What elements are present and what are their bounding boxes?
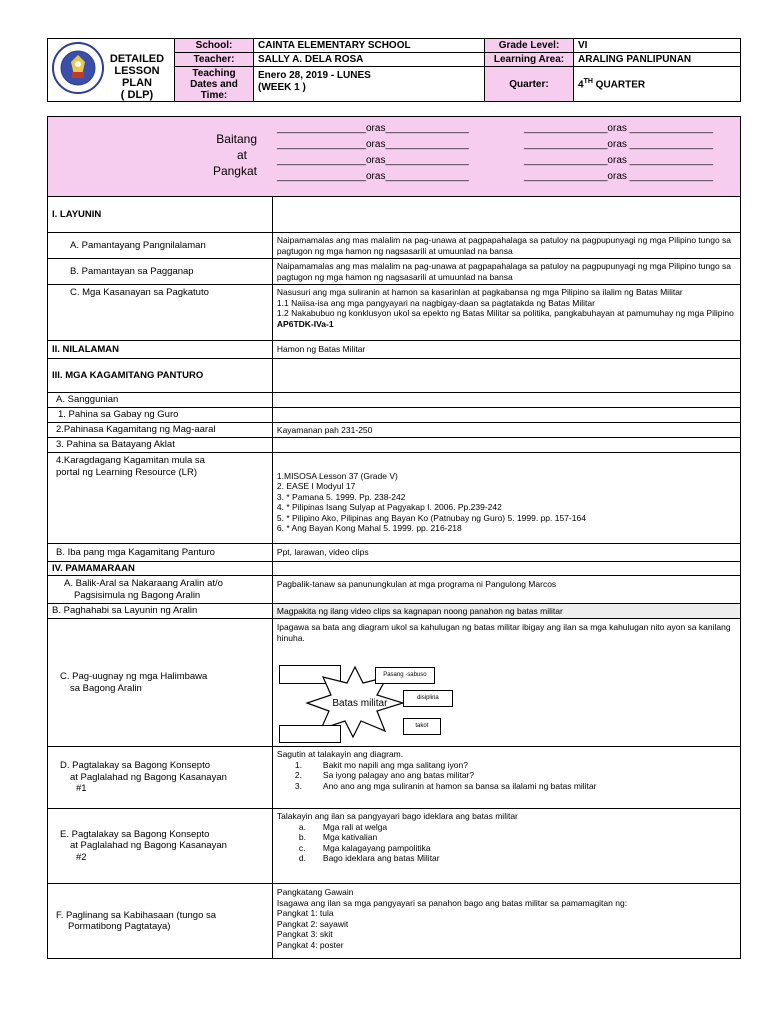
pag-uugnay-cell [272, 619, 740, 747]
competency-code: AP6TDK-IVa-1 [276, 318, 334, 329]
dates-label: Teaching Dates and Time: [175, 67, 254, 102]
balik-aral-text: Pagbalik-tanaw sa panunungkulan at mga programa ni Pangulong Marcos [272, 576, 740, 604]
grade-section-row [48, 117, 741, 197]
pag-uugnay-label: C. Pag-uugnay ng mga Halimbawa sa Bagong Aralin [48, 619, 273, 747]
paglinang-label: F. Paglinang sa Kabihasaan (tungo sa Pormatibong Pagtataya) [48, 884, 273, 959]
kagamitang-mag-aaral-text: Kayamanan pah 231-250 [272, 423, 740, 438]
quarter-value: 4TH QUARTER [574, 67, 741, 102]
diagram-center-label: Batas militar [332, 698, 388, 709]
oras-left: ________________oras_______________ ________________oras_______________ ________________oras_______________ ________________oras_______________ [277, 123, 469, 182]
pamantayang-pangnilalaman-text: Naipamamalas ang mas malalim na pag-unawa at pagpapahalaga sa patuloy na pagpupunyagi ng mga Pilipino tungo sa pagtugon ng mga hamon ng nagsasarili at umuunlad na bansa [272, 233, 740, 259]
pagtalakay-2-label: E. Pagtalakay sa Bagong Konsepto at Paglalahad ng Bagong Kasanayan #2 [48, 809, 273, 884]
gabay-guro-label: 1. Pahina sa Gabay ng Guro [48, 408, 273, 423]
grade-label: Grade Level: [485, 39, 574, 53]
dates-value: Enero 28, 2019 - LUNES (WEEK 1 ) [254, 67, 485, 102]
pagtalakay-2-text: Talakayin ang ilan sa pangyayari bago ideklara ang batas militar a. Mga rali at welga b. Mga kativalian c. Mga kalagayang pampolitika d. Bago ideklara ang batas Militar [272, 809, 740, 884]
iba-kagamitan-text: Ppt, larawan, video clips [272, 544, 740, 562]
paghahabi-label: B. Paghahabi sa Layunin ng Aralin [48, 604, 273, 619]
balik-aral-label: A. Balik-Aral sa Nakaraang Aralin at/o Pagsisimula ng Bagong Aralin [48, 576, 273, 604]
pamantayan-pagganap-label: B. Pamantayan sa Pagganap [48, 259, 273, 285]
area-value: ARALING PANLIPUNAN [574, 53, 741, 67]
paghahabi-text: Magpakita ng ilang video clips sa kagnapan noong panahon ng batas militar [272, 604, 740, 619]
oras-right: _______________oras _______________ _______________oras _______________ _______________oras _______________ _______________oras _______________ [524, 123, 714, 182]
school-value: CAINTA ELEMENTARY SCHOOL [254, 39, 485, 53]
concept-diagram [277, 643, 736, 741]
quarter-label: Quarter: [485, 67, 574, 102]
logo-cell [48, 39, 175, 102]
pamamaraan-heading: IV. PAMAMARAAN [48, 562, 273, 576]
lr-portal-list: 1.MISOSA Lesson 37 (Grade V) 2. EASE I Modyul 17 3. * Pamana 5. 1999. Pp. 238-242 4. * Pilipinas Isang Sulyap at Pagyakap I. 2006. Pp.239-242 5. * Pilipino Ako, Pilipinas ang Bayan Ko (Patnubay ng Guro) 5. 1999. pp. 157-164 6. * Ang Bayan Kong Mahal 5. 1999. pp. 216-218 [272, 453, 740, 544]
nilalaman-heading: II. NILALAMAN [48, 341, 273, 359]
kasanayan-label: C. Mga Kasanayan sa Pagkatuto [48, 285, 273, 341]
lr-portal-label: 4.Karagdagang Kagamitan mula sa portal ng Learning Resource (LR) [48, 453, 273, 544]
kagamitan-heading: III. MGA KAGAMITANG PANTURO [48, 359, 273, 393]
diagram-box-disiplina: disiplina [403, 690, 453, 707]
dlp-title: DETAILED LESSON PLAN ( DLP) [109, 53, 165, 101]
diagram-box-pasang: Pasang -sabuso [375, 667, 435, 684]
baitang-label: Baitang at Pangkat [212, 132, 257, 178]
batayang-aklat-label: 3. Pahina sa Batayang Aklat [48, 438, 273, 453]
kagamitang-mag-aaral-label: 2.Pahinasa Kagamitang ng Mag-aaral [48, 423, 273, 438]
grade-value: VI [574, 39, 741, 53]
paglinang-text: Pangkatang Gawain Isagawa ang ilan sa mga pangyayari sa panahon bago ang batas militar sa pamamagitan ng: Pangkat 1: tula Pangkat 2: sayawit Pangkat 3: skit Pangkat 4: poster [272, 884, 740, 959]
pagtalakay-1-text: Sagutin at talakayin ang diagram. 1. Bakit mo napili ang mga salitang iyon? 2. Sa iyong palagay ano ang batas militar? 3. Ano ano ang mga suliranin at hamon sa bansa sa ilalami ng batas militar [272, 747, 740, 809]
pagtalakay-1-label: D. Pagtalakay sa Bagong Konsepto at Paglalahad ng Bagong Kasanayan #1 [48, 747, 273, 809]
teacher-label: Teacher: [175, 53, 254, 67]
sanggunian-label: A. Sanggunian [48, 393, 273, 408]
iba-kagamitan-label: B. Iba pang mga Kagamitang Panturo [48, 544, 273, 562]
nilalaman-text: Hamon ng Batas Militar [272, 341, 740, 359]
diagram-box-takot: takot [403, 718, 441, 735]
layunin-heading: I. LAYUNIN [48, 197, 273, 233]
header-table [47, 38, 741, 102]
lesson-plan-table [47, 116, 741, 959]
diagram-box-empty-2 [279, 725, 341, 743]
pamantayang-pangnilalaman-label: A. Pamantayang Pangnilalaman [48, 233, 273, 259]
school-label: School: [175, 39, 254, 53]
area-label: Learning Area: [485, 53, 574, 67]
kasanayan-text: Nasusuri ang mga suliranin at hamon sa kasarinlan at pagkabansa ng mga Pilipino sa ilalim ng Batas Militar 1.1 Naiisa-isa ang mga pangyayari na nagbigay-daan sa pagtatakda ng Batas Militar 1.2 Nakabubuo ng konklusyon ukol sa epekto ng Batas Militar sa politika, pangkabuhayan at pamumuhay ng mga Pilipino AP6TDK-IVa-1 [272, 285, 740, 341]
teacher-value: SALLY A. DELA ROSA [254, 53, 485, 67]
pag-uugnay-text: Ipagawa sa bata ang diagram ukol sa kahulugan ng batas militar ibigay ang ilan sa mga kahulugan nito ayon sa kanilang hinuha. [276, 622, 731, 643]
pamantayan-pagganap-text: Naipamamalas ang mas malalim na pag-unawa at pagpapahalaga sa patuloy na pagpupunyagi ng mga Pilipino tungo sa pagtugon ng mga hamon ng nagsasarili at umuunlad na bansa [272, 259, 740, 285]
